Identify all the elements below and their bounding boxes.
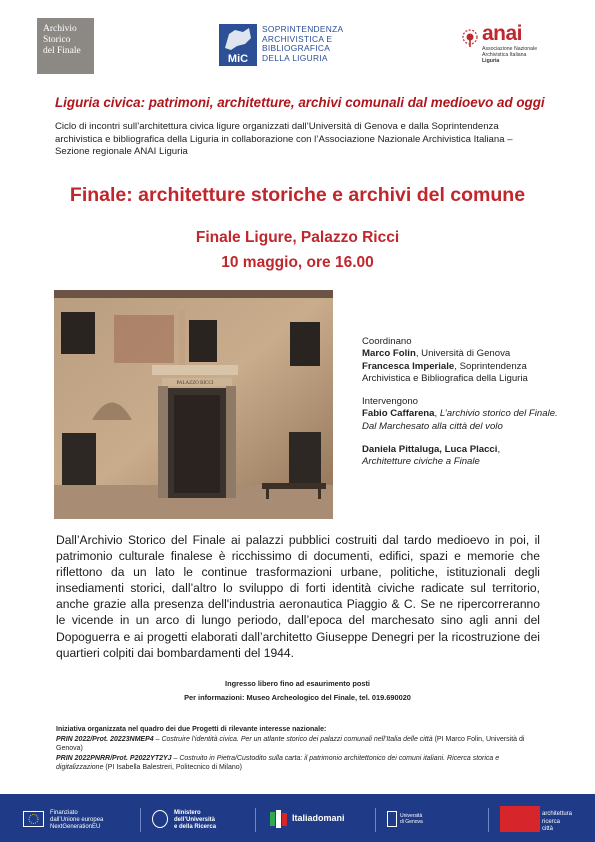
unige-label <box>400 813 423 825</box>
eu-line: dall’Unione europea <box>50 817 104 823</box>
archivio-logo-line: Storico <box>43 35 71 45</box>
project-title: – Costruito in Pietra/Custodito sulla carta: il patrimonio architettonico dei comuni italiani. Ricerca storica e digitalizzazione <box>56 754 500 772</box>
description-text: Dall’Archivio Storico del Finale ai palazzi pubblici costruiti dal tardo medioevo in poi, il patrimonio culturale finalese è ricchissimo di documenti, edifici, spazi e memorie che riflettono da un lato le continue trasformazioni urbane, politiche, istituzionali degli insediamenti storici, dall’altro lo sviluppo di forti identità civiche radicate sul territorio, anche grazie alla presenza dell'industria aeronautica Piaggio & C. Se ne ripercorreranno le vicende in un arco di lungo periodo, dall’epoca del marchesato sino agli anni del Dopoguerra e ai progetti elaborati dall’architetto Giuseppe Denegri per la ricostruzione dei quartieri colpiti dai bombardamenti del 1944. <box>56 533 540 660</box>
palazzo-plaque: PALAZZO RICCI <box>176 381 214 386</box>
anai-logo <box>460 22 560 66</box>
coordinator-affiliation: , Università di Genova <box>415 348 511 360</box>
speakers-panel <box>362 336 562 480</box>
archivio-storico-logo <box>37 18 94 74</box>
project-pi: (PI Marco Folin, Università di Genova) <box>56 735 525 753</box>
project-title: – Costruire l’identità civica. Per un atlante storico dei palazzi comunali nell’Italia delle città <box>153 735 433 743</box>
mic-figure-icon <box>219 24 257 52</box>
project-code: PRIN 2022PNRR/Prot. P2022YT2YJ <box>56 754 172 762</box>
mur-line: Ministero <box>174 810 201 816</box>
anai-line: Associazione Nazionale <box>482 46 538 52</box>
event-title: Finale: architetture storiche e archivi del comune <box>69 184 526 206</box>
project-item <box>56 735 546 754</box>
unige-line: di Genova <box>400 819 423 825</box>
coordinators-block <box>362 336 562 385</box>
footer-divider <box>140 808 141 832</box>
project-code: PRIN 2022/Prot. 20223NMEP4 <box>56 735 154 743</box>
mur-label <box>174 810 216 831</box>
talk-block: Daniela Pittaluga, Luca Placci, Architetture civiche a Finale <box>362 444 501 468</box>
sab-line: DELLA LIGURIA <box>262 52 328 63</box>
project-pi: (PI Isabella Balestreri, Politecnico di Milano) <box>103 764 242 772</box>
entry-note: Ingresso libero fino ad esaurimento posti <box>225 679 370 688</box>
sab-line: ARCHIVISTICA E <box>262 33 333 44</box>
project-item <box>56 754 546 773</box>
eu-line: Finanziato <box>50 810 78 816</box>
sab-line: SOPRINTENDENZA <box>262 24 344 34</box>
speakers-heading: Intervengono <box>362 396 419 408</box>
mic-mark <box>219 24 257 66</box>
unige-emblem-icon <box>387 811 397 827</box>
architettura-label <box>542 811 572 834</box>
footer-divider <box>255 808 256 832</box>
talk-title: L’archivio storico del Finale. Dal Marchesato alla città del volo <box>362 408 558 432</box>
archivio-logo-line: Archivio <box>43 24 77 34</box>
info-block <box>0 677 595 705</box>
event-venue: Finale Ligure, Palazzo Ricci <box>195 229 400 246</box>
coordinator-name: Francesca Imperiale <box>362 360 455 372</box>
unige-line: Università <box>400 813 423 819</box>
eu-flag-icon <box>23 811 44 827</box>
arch-line: ricerca <box>542 818 561 825</box>
anai-line: Liguria <box>482 58 500 64</box>
series-title: Liguria civica: patrimoni, architetture, archivi comunali dal medioevo ad oggi <box>55 95 545 110</box>
speaker-name: Daniela Pittaluga, Luca Placci <box>362 444 498 456</box>
palazzo-ricci-photo <box>54 290 333 519</box>
speaker-name: Fabio Caffarena <box>362 408 435 420</box>
soprintendenza-text <box>262 25 343 63</box>
arch-line: città <box>542 826 554 832</box>
anai-word: anai <box>482 22 523 45</box>
contact-info: Per informazioni: Museo Archeologico del Finale, tel. 019.690020 <box>184 693 411 702</box>
arch-line: architettura <box>542 811 573 817</box>
soprintendenza-logo <box>219 24 349 68</box>
anai-subtitle <box>482 46 537 64</box>
mur-line: e della Ricerca <box>174 824 217 830</box>
sab-line: BIBLIOGRAFICA <box>262 43 331 54</box>
coordinator-affiliation: , Soprintendenza Archivistica e Bibliografica della Liguria <box>362 360 528 384</box>
talk-title: Architetture civiche a Finale <box>362 456 480 468</box>
talk-block: Intervengono Fabio Caffarena, L’archivio storico del Finale. Dal Marchesato alla città del volo <box>362 396 558 432</box>
archivio-logo-line: del Finale <box>43 46 81 56</box>
event-date: 10 maggio, ore 16.00 <box>221 254 374 271</box>
anai-line: Archivistica Italiana <box>482 52 527 58</box>
architettura-logo-icon <box>500 806 540 832</box>
mur-line: dell’Università <box>174 817 216 823</box>
funding-heading: Iniziativa organizzata nel quadro dei due Progetti di rilevante interesse nazionale: <box>56 726 327 733</box>
coordinator-name: Marco Folin <box>362 348 416 360</box>
eu-line: NextGenerationEU <box>50 824 101 830</box>
italia-domani-icon <box>268 808 288 830</box>
mur-emblem-icon <box>152 810 168 828</box>
mic-label: MiC <box>227 53 249 65</box>
anai-tree-icon <box>460 28 480 48</box>
footer-divider <box>488 808 489 832</box>
footer-divider <box>375 808 376 832</box>
coordinators-heading: Coordinano <box>362 336 412 347</box>
intro-text: Ciclo di incontri sull’architettura civica ligure organizzati dall’Università di Genova e dalla Soprintendenza archivistica e bibliografica della Liguria in collaborazione con l’Associazione Nazionale Archivistica Italiana – Sezione regionale ANAI Liguria <box>55 121 513 157</box>
italia-domani-label: Italiadomani <box>292 813 345 823</box>
funding-note <box>56 725 546 773</box>
eu-funding-label <box>50 810 103 831</box>
